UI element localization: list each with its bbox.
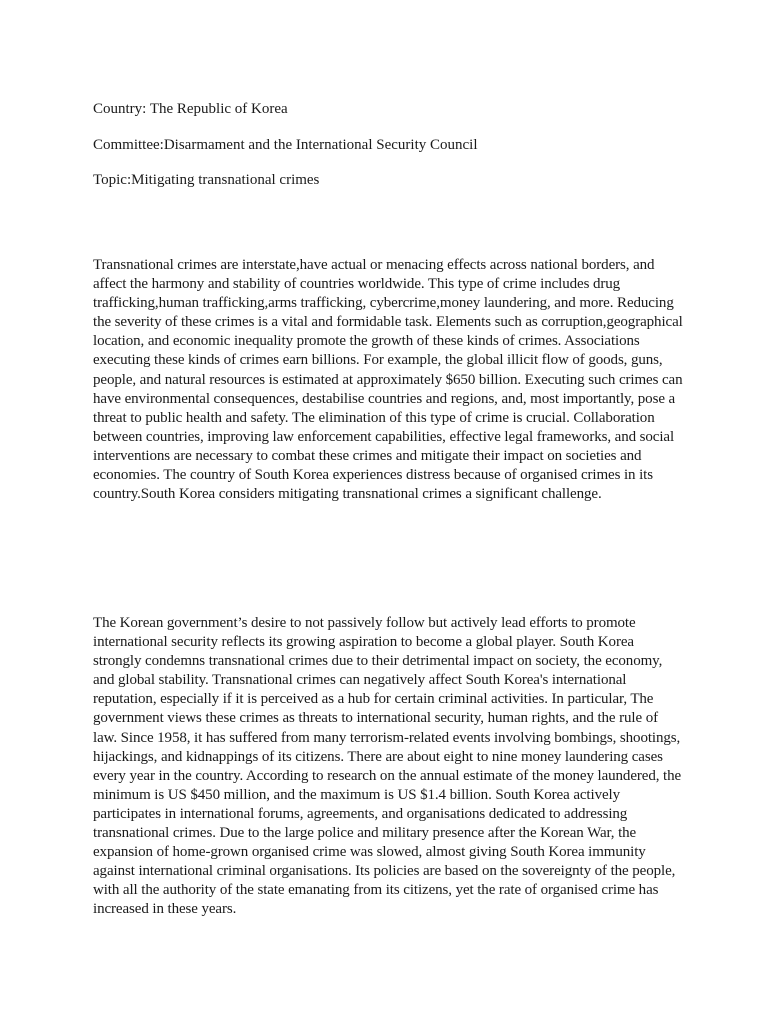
body-paragraph-2: The Korean government’s desire to not passively follow but actively lead efforts to promote international security reflects its growing aspiration to become a global player. South Korea strongly condemns transnational crimes due to their detrimental impact on society, the economy, and global stability. Transnational crimes can negatively affect South Korea's international reputation, especially if it is perceived as a hub for certain criminal activities. In particular, The government views these crimes as threats to international security, human rights, and the rule of law. Since 1958, it has suffered from many terrorism-related events involving bombings, shootings, hijackings, and kidnappings of its citizens. There are about eight to nine money laundering cases every year in the country. According to research on the annual estimate of the money laundered, the minimum is US $450 million, and the maximum is US $1.4 billion. South Korea actively participates in international forums, agreements, and organisations dedicated to addressing transnational crimes. Due to the large police and military presence after the Korean War, the expansion of home-grown organised crime was slowed, almost giving South Korea immunity against international criminal organisations. Its policies are based on the sovereignty of the people, with all the authority of the state emanating from its citizens, yet the rate of organised crime has increased in these years. xyxy=(93,615,682,918)
committee-line: Committee:Disarmament and the International Security Council xyxy=(93,137,478,153)
body-paragraph-1: Transnational crimes are interstate,have actual or menacing effects across national borders, and affect the harmony and stability of countries worldwide. This type of crime includes drug trafficking,human trafficking,arms trafficking, cybercrime,money laundering, and more. Reducing the severity of these crimes is a vital and formidable task. Elements such as corruption,geographical location, and economic inequality promote the growth of these kinds of crimes. Associations executing these kinds of crimes earn billions. For example, the global illicit flow of goods, guns, people, and natural resources is estimated at approximately $650 billion. Executing such crimes can have environmental consequences, destabilise countries and regions, and, most importantly, pose a threat to public health and safety. The elimination of this type of crime is crucial. Collaboration between countries, improving law enforcement capabilities, effective legal frameworks, and social interventions are necessary to combat these crimes and mitigate their impact on societies and economies. The country of South Korea experiences distress because of organised crimes in its country.South Korea considers mitigating transnational crimes a significant challenge. xyxy=(93,257,683,503)
topic-line: Topic:Mitigating transnational crimes xyxy=(93,172,320,188)
country-line: Country: The Republic of Korea xyxy=(93,101,288,117)
